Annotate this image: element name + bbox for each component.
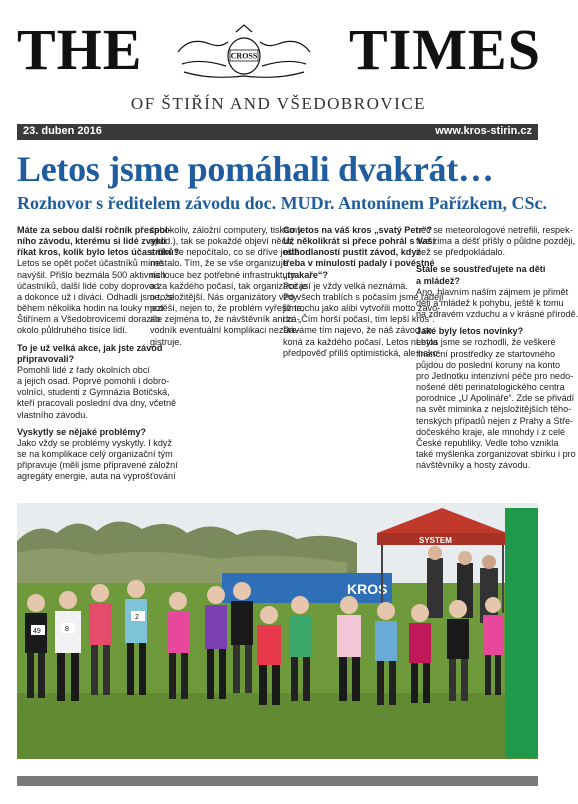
crest-emblem <box>170 22 318 84</box>
interview-answer-line: Letos jsme se rozhodli, že veškeré <box>416 337 556 348</box>
interview-answer-line: nošené děti perinatologického centra <box>416 382 565 393</box>
interview-answer-line: kteří pracovali poslední dva dny, včetně <box>17 398 177 409</box>
start-bib-number: 2 <box>135 614 139 621</box>
article-paragraph <box>416 225 576 258</box>
interview-question-line: ního závodu, kterému si lidé zvykli <box>17 236 167 247</box>
race-start-photo <box>17 503 538 759</box>
interview-answer-line: na louce bez potřebné infrastruktury <box>150 269 296 280</box>
interview-question-line: To je už velká akce, jak jste závod <box>17 342 163 353</box>
interview-answer-line: půjdou do poslední koruny na konto <box>416 359 561 370</box>
masthead <box>0 0 557 118</box>
interview-question-line: a mládež? <box>416 275 460 286</box>
interview-answer-line: ale zejména to, že návštěvník ani zá- <box>150 314 300 325</box>
masthead-subtitle: OF ŠTIŘÍN AND VŠEDOBROVICE <box>130 94 427 113</box>
article-paragraph <box>17 426 178 483</box>
interview-answer-line: na svět miminka z nejsložitějších těho- <box>416 404 572 415</box>
crest-label: CROSS <box>230 51 258 61</box>
interview-answer-line: během několika hodin na louky mezi <box>17 303 164 314</box>
interview-answer-line: porodnice „U Apolináře“. Zde se přivádí <box>416 393 575 404</box>
interview-question-line: Jaké byly letos novinky? <box>416 326 524 337</box>
interview-answer-line: Dáváme tím najevo, že náš závod se <box>283 325 433 336</box>
interview-answer-line: a za každého počasí, tak organizace je <box>150 280 308 291</box>
interview-answer-line: navýšil. Přišlo bezmála 500 aktivních <box>17 269 166 280</box>
interview-question-line: odhodlaností pustit závod, když <box>283 247 421 258</box>
interview-answer-line: du: „Čím horší počasí, tím lepší kros“. <box>283 314 435 325</box>
text-column-4 <box>416 225 578 477</box>
article-paragraph <box>416 264 578 320</box>
interview-answer-line: finanční prostředky ze startovného <box>416 348 556 359</box>
masthead-word-right: TIMES <box>349 17 541 82</box>
interview-question-line: říkat kros, kolik bylo letos účastníků? <box>17 247 180 258</box>
inflatable-arch <box>505 508 538 758</box>
interview-answer-line: volníci, studenti z Gymnázia Botičská, <box>17 387 170 398</box>
banner-text: KROS <box>347 581 388 597</box>
interview-answer-line: okolo půldruhého tisíce lidí. <box>17 325 128 336</box>
interview-question-line: třeba v minulosti padaly i povéstné <box>283 258 435 269</box>
interview-answer-line: na zdravém vzduchu a v krásné přírodě. <box>416 309 578 320</box>
interview-question-line: Máte za sebou další ročník přespol- <box>17 225 171 235</box>
interview-answer-line: nec se meteorologové netrefili, respek- <box>416 225 573 235</box>
interview-answer-line: připravuje (měli jsme připravené záložní <box>17 460 178 471</box>
interview-answer-line: dočeského kraje, ale mnohdy i z celé <box>416 426 566 437</box>
interview-answer-line: čehokoliv, záložní computery, tiskárny <box>150 225 302 235</box>
interview-answer-line: a dokonce už i diváci. Odhadli jsme, že <box>17 291 175 302</box>
interview-answer-line: o to složitější. Nás organizátory vždy <box>150 291 298 302</box>
interview-question-line: připravovali? <box>17 353 75 364</box>
article-body <box>17 225 578 497</box>
article-paragraph <box>17 342 177 421</box>
interview-answer-line: s čím se nepočítalo, co se dříve ještě <box>150 247 300 258</box>
interview-answer-line: a jejich osad. Poprvé pomohli i dobro- <box>17 376 170 387</box>
article-headline: Letos jsme pomáhali dvakrát… <box>17 149 494 189</box>
start-bib-number: 49 <box>33 628 41 635</box>
spectator <box>480 568 498 623</box>
tent-text: SYSTEM <box>419 536 452 545</box>
interview-answer-line: potěší, nejen to, že problém vyřešíme, <box>150 303 305 314</box>
interview-answer-line: pro Jednotku intenzivní péče pro nedo- <box>416 370 574 381</box>
interview-question-line: „trakaře“? <box>283 269 328 280</box>
interview-answer-line: tive zima a déšť přišly o půldne později, <box>416 236 576 247</box>
interview-answer-line: agregáty energie, auta na vyprošťování <box>17 471 176 482</box>
article-subheadline: Rozhovor s ředitelem závodu doc. MUDr. Antonínem Pařízkem, CSc. <box>17 193 547 213</box>
interview-answer-line: děti a mládež k pohybu, ještě k tomu <box>416 297 564 308</box>
interview-answer-line: vlastního závodu. <box>17 409 88 420</box>
interview-answer-line: také myšlenka zorganizovat sbírku i pro <box>416 448 576 459</box>
interview-question-line: Už několikrát si přece pohrál s Vaší <box>283 236 436 247</box>
interview-answer-line: Štiřínem a Všedobrovicemi dorazilo <box>17 314 161 325</box>
start-bib-number: 8 <box>65 626 69 633</box>
interview-answer-line: Pomohli lidé z řady okolních obcí <box>17 364 150 375</box>
interview-answer-line: již trochu jako alibi vytvořili motto závo- <box>283 303 441 314</box>
dateline-bar <box>17 124 538 140</box>
article-paragraph <box>17 225 180 337</box>
interview-answer-line: návštěvníky a hosty závodu. <box>416 460 531 471</box>
footer-bar <box>17 776 538 786</box>
interview-question-line: Stále se soustřeďujete na děti <box>416 264 546 275</box>
interview-answer-line: předpověď příliš optimistická, ale nako- <box>283 347 441 358</box>
website-url[interactable]: www.kros-stirin.cz <box>435 125 532 137</box>
spectator <box>427 558 443 618</box>
interview-question-line: Co letos na váš kros „svatý Petr“? <box>283 225 433 235</box>
interview-answer-line: České republiky. Vedle toho vznikla <box>416 437 559 448</box>
interview-answer-line: Letos se opět počet účastníků mírně <box>17 258 164 269</box>
interview-answer-line: apod.), tak se pokaždé objeví něco, <box>150 236 294 247</box>
interview-answer-line: koná za každého počasí. Letos nebyla <box>283 336 438 347</box>
interview-answer-line: než se předpokládalo. <box>416 247 505 258</box>
issue-date: 23. duben 2016 <box>23 125 102 137</box>
interview-answer-line: se na komplikace celý organizační tým <box>17 448 173 459</box>
interview-answer-line: vodník eventuální komplikaci nezare- <box>150 325 300 336</box>
masthead-word-left: THE <box>17 17 143 82</box>
interview-question-line: Vyskytly se nějaké problémy? <box>17 426 147 437</box>
interview-answer-line: Jako vždy se problémy vyskytly. I když <box>17 437 172 448</box>
interview-answer-line: Ano, hlavním naším zájmem je přimět <box>416 286 569 297</box>
article-paragraph <box>416 326 576 471</box>
interview-answer-line: Počasí je vždy velká neznámá. <box>283 280 408 291</box>
interview-answer-line: tenských případů nejen z Prahy a Stře- <box>416 415 574 426</box>
interview-answer-line: Po všech trablích s počasím jsme radéji <box>283 291 444 302</box>
interview-answer-line: účastníků, další lidé coby doprovod <box>17 280 160 291</box>
interview-answer-line: gistruje. <box>150 336 182 347</box>
interview-answer-line: nestalo. Tím, že se vše organizuje <box>150 258 288 269</box>
